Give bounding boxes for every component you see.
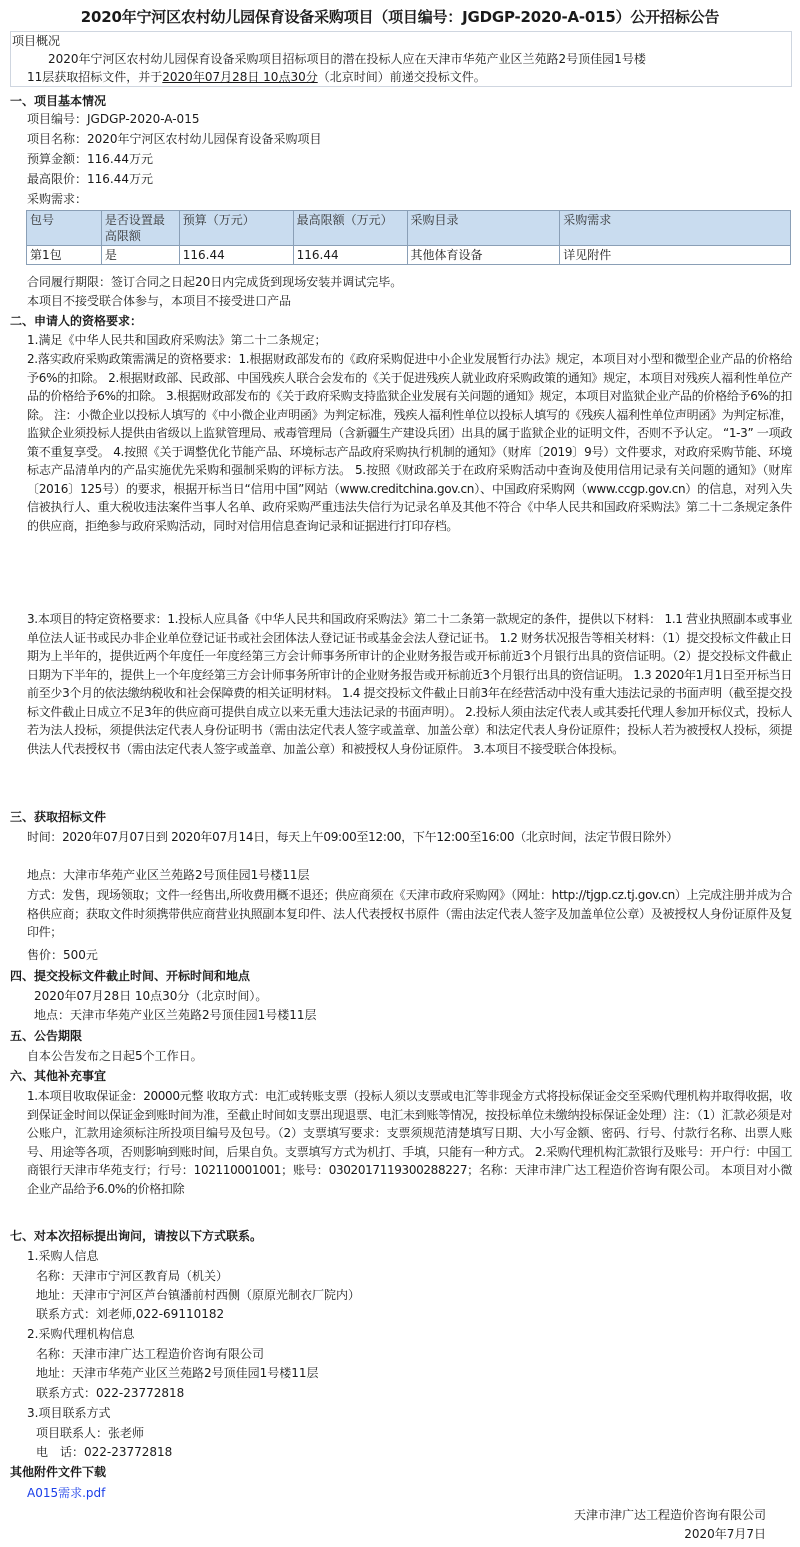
purchase-table (26, 210, 791, 265)
overview-line2-b: （北京时间）前递交投标文件。 (317, 70, 486, 84)
project-phone: 电 话：022-23772818 (36, 1445, 173, 1459)
signature-date: 2020年7月7日 (684, 1527, 766, 1541)
table-row (27, 246, 791, 265)
purchaser-address: 地址：天津市宁河区芦台镇潘前村西侧（原原光制衣厂院内） (36, 1288, 361, 1302)
consortium-note: 本项目不接受联合体参与，本项目不接受进口产品 (27, 294, 292, 308)
agency-title: 2.采购代理机构信息 (27, 1327, 135, 1341)
overview-heading: 项目概况 (12, 34, 61, 48)
section4-heading: 四、提交投标文件截止时间、开标时间和地点 (10, 969, 251, 983)
table-cell: 第1包 (27, 246, 102, 265)
table-header-row (27, 211, 791, 246)
purchase-demand-label: 采购需求： (27, 192, 88, 206)
opening-place: 地点：天津市华苑产业区兰苑路2号顶佳园1号楼11层 (34, 1008, 317, 1022)
purchaser-contact: 联系方式：刘老师,022-69110182 (36, 1307, 225, 1321)
contract-term: 合同履行期限：签订合同之日起20日内完成货到现场安装并调试完毕。 (27, 275, 403, 289)
project-number: 项目编号：JGDGP-2020-A-015 (27, 112, 200, 126)
table-header: 采购需求 (560, 211, 791, 246)
table-header: 最高限额（万元） (293, 211, 407, 246)
page-title: 2020年宁河区农村幼儿园保育设备采购项目（项目编号：JGDGP-2020-A-015）公开招标公告 (80, 8, 720, 26)
qualification-req-3: 3.本项目的特定资格要求：1.投标人应具备《中华人民共和国政府采购法》第二十二条第一款规定的条件，提供以下材料： 1.1 营业执照副本或事业单位法人证书或民办非企业单位登记证书或社会团体法人登记证书或基金会法人登记证书。 1.2 财务状况报告等相关材料：（1）提交投标文件截止日期为上半年的，提供近两个年度任一年度经第三方会计师事务所审计的企业财务报告或开标前近3个月银行出具的资信证明。（2）提交投标文件截止日期为下半年的，提供上一个年度经第三方会计师事务所审计的企业财务报告或开标前近3个月银行出具的资信证明。 1.3 2020年1月1日至开标当日前至少3个月的依法缴纳税收和社会保障费的相关证明材料。 1.4 提交投标文件截止日前3年在经营活动中没有重大违法记录的书面声明（截至提交投标文件截止日成立不足3年的供应商可提供自成立以来无重大违法记录的书面声明）。 2.投标人须由法定代表人或其委托代理人参加开标仪式，投标人若为法人投标，须提供法定代表人身份证明书（需由法定代表人签字或盖章、加盖公章）和法定代表人身份证原件；投标人若为被授权人投标，须提供法人代表授权书（需由法定代表人签字或盖章、加盖公章）和被授权人身份证原件。 3.本项目不接受联合体投标。 (27, 612, 792, 756)
announcement-period: 自本公告发布之日起5个工作日。 (27, 1049, 203, 1063)
qualification-req-1: 1.满足《中华人民共和国政府采购法》第二十二条规定； (27, 333, 327, 347)
table-cell: 是 (101, 246, 179, 265)
table-cell: 详见附件 (560, 246, 791, 265)
section5-heading: 五、公告期限 (10, 1029, 83, 1043)
attachment-link[interactable]: A015需求.pdf (27, 1486, 106, 1500)
section3-heading: 三、获取招标文件 (10, 810, 107, 824)
obtain-method: 方式：发售，现场领取；文件一经售出,所收费用概不退还；供应商须在《天津市政府采购网》（网址：http://tjgp.cz.tj.gov.cn）上完成注册并成为合格供应商；获取文件时须携带供应商营业执照副本复印件、法人代表授权书原件（需由法定代表人签字及加盖单位公章）及被授权人身份证原件及复印件； (27, 888, 792, 939)
attachments-heading: 其他附件文件下载 (10, 1465, 107, 1479)
table-header: 采购目录 (407, 211, 560, 246)
overview-line2-a: 11层获取招标文件，并于 (27, 70, 163, 84)
signature-company: 天津市津广达工程造价咨询有限公司 (573, 1508, 766, 1522)
qualification-req-2: 2.落实政府采购政策需满足的资格要求：1.根据财政部发布的《政府采购促进中小企业发展暂行办法》规定，本项目对小型和微型企业产品的价格给予6%的扣除。 2.根据财政部、民政部、中国残疾人联合会发布的《关于促进残疾人就业政府采购政策的通知》规定，本项目对残疾人福利性单位产品的价格给予6%的扣除。 3.根据财政部发布的《关于政府采购支持监狱企业发展有关问题的通知》规定，本项目对监狱企业产品的价格给予6%的扣除。 注：小微企业以投标人填写的《中小微企业声明函》为判定标准，残疾人福利性单位以投标人填写的《残疾人福利性单位声明函》为判定标准，监狱企业须投标人提供由省级以上监狱管理局、戒毒管理局（含新疆生产建设兵团）出具的属于监狱企业的证明文件，否则不予认定。 “1-3” 一项政策不重复享受。 4.按照《关于调整优化节能产品、环境标志产品政府采购执行机制的通知》（财库〔2019〕9号）文件要求，对政府采购节能、环境标志产品清单内的产品实施优先采购和强制采购的评标方法。 5.按照《财政部关于在政府采购活动中查询及使用信用记录有关问题的通知》（财库〔2016〕125号）的要求，根据开标当日“信用中国”网站（www.creditchina.gov.cn）、中国政府采购网（www.ccgp.gov.cn）的信息，对列入失信被执行人、重大税收违法案件当事人名单、政府采购严重违法失信行为记录名单及其他不符合《中华人民共和国政府采购法》第二十二条规定条件的供应商，拒绝参与政府采购活动，同时对信用信息查询记录和证据进行打印存档。 (27, 352, 792, 533)
agency-address: 地址：天津市华苑产业区兰苑路2号顶佳园1号楼11层 (36, 1366, 319, 1380)
project-contact-person: 项目联系人：张老师 (36, 1426, 145, 1440)
table-header: 是否设置最高限额 (101, 211, 179, 246)
table-header: 预算（万元） (179, 211, 293, 246)
document-price: 售价：500元 (27, 948, 98, 962)
project-contact-title: 3.项目联系方式 (27, 1406, 111, 1420)
table-cell: 116.44 (179, 246, 293, 265)
section1-heading: 一、项目基本情况 (10, 94, 107, 108)
overview-line1: 2020年宁河区农村幼儿园保育设备采购项目招标项目的潜在投标人应在天津市华苑产业区兰苑路2号顶佳园1号楼 (48, 52, 646, 66)
purchaser-title: 1.采购人信息 (27, 1249, 99, 1263)
agency-contact: 联系方式：022-23772818 (36, 1386, 185, 1400)
budget-amount: 预算金额：116.44万元 (27, 152, 153, 166)
table-header: 包号 (27, 211, 102, 246)
purchaser-name: 名称：天津市宁河区教育局（机关） (36, 1269, 229, 1283)
project-name: 项目名称：2020年宁河区农村幼儿园保育设备采购项目 (27, 132, 322, 146)
section7-heading: 七、对本次招标提出询问，请按以下方式联系。 (10, 1229, 263, 1243)
table-cell: 116.44 (293, 246, 407, 265)
obtain-place: 地点：大津市华苑产业区兰苑路2号顶佳园1号楼11层 (27, 868, 310, 882)
overview-deadline: 2020年07月28日 10点30分 (162, 70, 318, 84)
agency-name: 名称：天津市津广达工程造价咨询有限公司 (36, 1347, 265, 1361)
section6-heading: 六、其他补充事宜 (10, 1069, 107, 1083)
overview-line2 (27, 68, 486, 86)
obtain-time: 时间：2020年07月07日到 2020年07月14日，每天上午09:00至12:00，下午12:00至16:00（北京时间，法定节假日除外） (27, 830, 679, 844)
section2-heading: 二、申请人的资格要求： (10, 314, 143, 328)
submission-deadline: 2020年07月28日 10点30分（北京时间）。 (34, 989, 268, 1003)
max-price: 最高限价：116.44万元 (27, 172, 153, 186)
supplementary-text: 1.本项目收取保证金：20000元整 收取方式：电汇或转账支票（投标人须以支票或电汇等非现金方式将投标保证金交至采购代理机构并取得收据，收到保证金时间以保证金到账时间为准，至截止时间如支票出现退票、电汇未到账等情况，按投标单位未缴纳投标保证金处理）注：（1）汇款必须是对公账户，汇款用途须标注所投项目编号及包号。（2）支票填写要求：支票须规范清楚填写日期、大小写金额、密码、行号、付款行名称、出票人账号、用途等各项，否则影响到账时间，后果自负。支票填写方式为机打、手填，只能有一种方式。 2.采购代理机构汇款银行及账号：开户行：中国工商银行天津市华苑支行；行号：102110001001；账号：0302017119300288227；名称：天津市津广达工程造价咨询有限公司。 本项目对小微企业产品给予6.0%的价格扣除 (27, 1089, 792, 1196)
table-cell: 其他体育设备 (407, 246, 560, 265)
